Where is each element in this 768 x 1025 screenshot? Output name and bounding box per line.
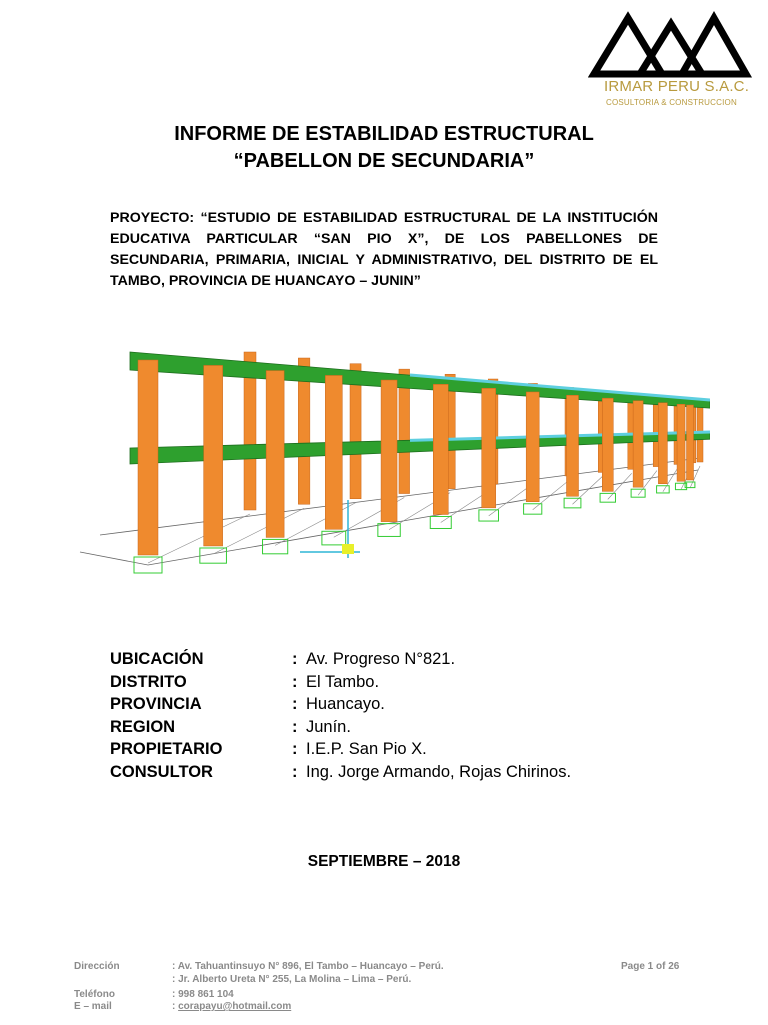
info-row [110,761,670,784]
support-symbol [430,516,451,528]
structural-model-image [70,330,710,600]
page-footer [0,955,768,1025]
footer-page-number: Page 1 of 26 [621,961,680,972]
origin-marker [342,544,354,554]
footer-email-prefix: : [172,1001,179,1012]
logo-company-name: IRMAR PERU S.A.C. [604,78,750,95]
column [633,401,643,487]
info-value: Huancayo. [306,695,385,713]
column [433,384,448,514]
company-logo [588,10,753,120]
info-value: El Tambo. [306,672,380,691]
support-symbol [631,489,645,497]
column [381,380,397,522]
column [566,395,578,496]
info-label: REGION [110,717,176,736]
logo-tagline: COSULTORIA & CONSTRUCCION [606,98,737,107]
support-symbol [322,531,346,545]
column [204,365,223,546]
footer-address-2: : Jr. Alberto Ureta N° 255, La Molina – Lima – Perú. [172,974,412,985]
info-label: DISTRITO [110,672,187,691]
project-description: PROYECTO: “ESTUDIO DE ESTABILIDAD ESTRUCTURAL DE LA INSTITUCIÓN EDUCATIVA PARTICULAR “SAN PIO X”, DE LOS PABELLONES DE SECUNDARIA, PRIMARIA, INICIAL Y ADMINISTRATIVO, DEL DISTRITO DE EL TAMBO, PROVINCIA DE HUANCAYO – JUNIN” [110,210,658,289]
document-title: INFORME DE ESTABILIDAD ESTRUCTURAL [174,123,594,145]
column [266,371,284,538]
column [482,388,496,508]
info-colon: : [292,740,298,758]
footer-address-label: Dirección [74,961,120,972]
support-symbol [600,493,615,502]
structural-model-drawing [70,330,710,600]
project-info-table [110,648,670,783]
document-date: SEPTIEMBRE – 2018 [307,853,461,870]
logo-mountains-icon [588,10,753,80]
info-value: Junín. [306,717,351,736]
column [526,392,539,502]
footer-address-1: : Av. Tahuantinsuyo N° 896, El Tambo – Huancayo – Perú. [172,961,444,972]
info-label: PROPIETARIO [110,740,223,758]
info-row [110,738,670,761]
info-colon: : [292,717,298,736]
info-colon: : [292,762,298,781]
column [602,398,613,491]
column [658,403,667,484]
document-subtitle: “PABELLON DE SECUNDARIA” [233,150,535,172]
info-value: Av. Progreso N°821. [306,650,456,668]
support-symbol [378,524,400,537]
info-row [110,716,670,739]
info-colon: : [292,695,298,713]
ground-grid-line [148,514,250,563]
info-row [110,671,670,694]
footer-phone-label: Teléfono [74,989,115,1000]
footer-email-link[interactable]: corapayu@hotmail.com [178,1001,292,1012]
footer-email [172,1001,291,1012]
info-label: PROVINCIA [110,695,202,713]
support-symbol [479,510,499,521]
info-row [110,648,670,671]
footer-email-label: E – mail [74,1001,112,1012]
info-value: I.E.P. San Pio X. [306,740,427,758]
info-value: Ing. Jorge Armando, Rojas Chirinos. [306,762,572,781]
column [687,405,694,480]
footer-phone: : 998 861 104 [172,989,234,1000]
support-symbol [657,486,670,493]
info-row [110,693,670,716]
column [677,404,685,481]
info-label: UBICACIÓN [110,650,204,668]
support-symbol [524,504,542,514]
column [325,375,342,529]
info-label: CONSULTOR [110,762,213,781]
support-symbol [564,498,581,508]
column [138,360,158,555]
info-colon: : [292,672,298,691]
info-colon: : [292,650,298,668]
